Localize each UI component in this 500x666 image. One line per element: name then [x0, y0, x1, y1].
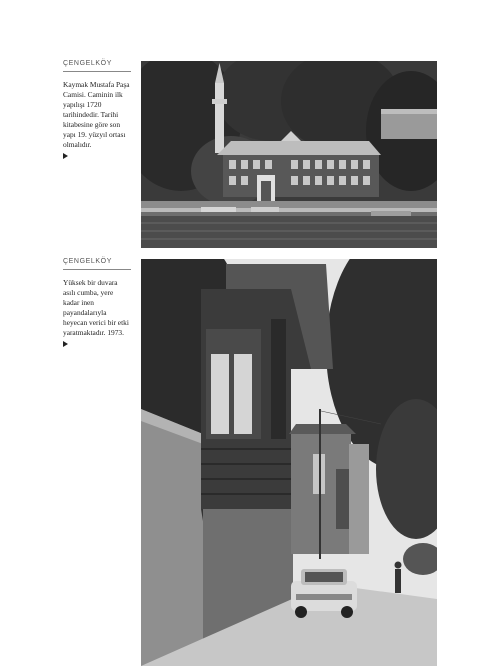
caption-text: Kaymak Mustafa Paşa Camisi. Caminin ilk yapılışı 1720 tarihindedir. Tarihi kitabesine göre son yapı 19. yüzyıl ortası olmalıdır.: [63, 80, 130, 149]
photo-mosque: [141, 61, 437, 248]
play-arrow-icon: [63, 341, 68, 347]
caption-mosque: [63, 60, 131, 159]
caption-cumba: [63, 258, 131, 347]
photo-cumba: [141, 259, 437, 666]
caption-text: Yüksek bir duvara asılı cumba, yere kadar inen payandalarıyla heyecan verici bir etki yaratmaktadır. 1973.: [63, 278, 129, 337]
location-label: ÇENGELKÖY: [63, 258, 131, 270]
location-label: ÇENGELKÖY: [63, 60, 131, 72]
play-arrow-icon: [63, 153, 68, 159]
